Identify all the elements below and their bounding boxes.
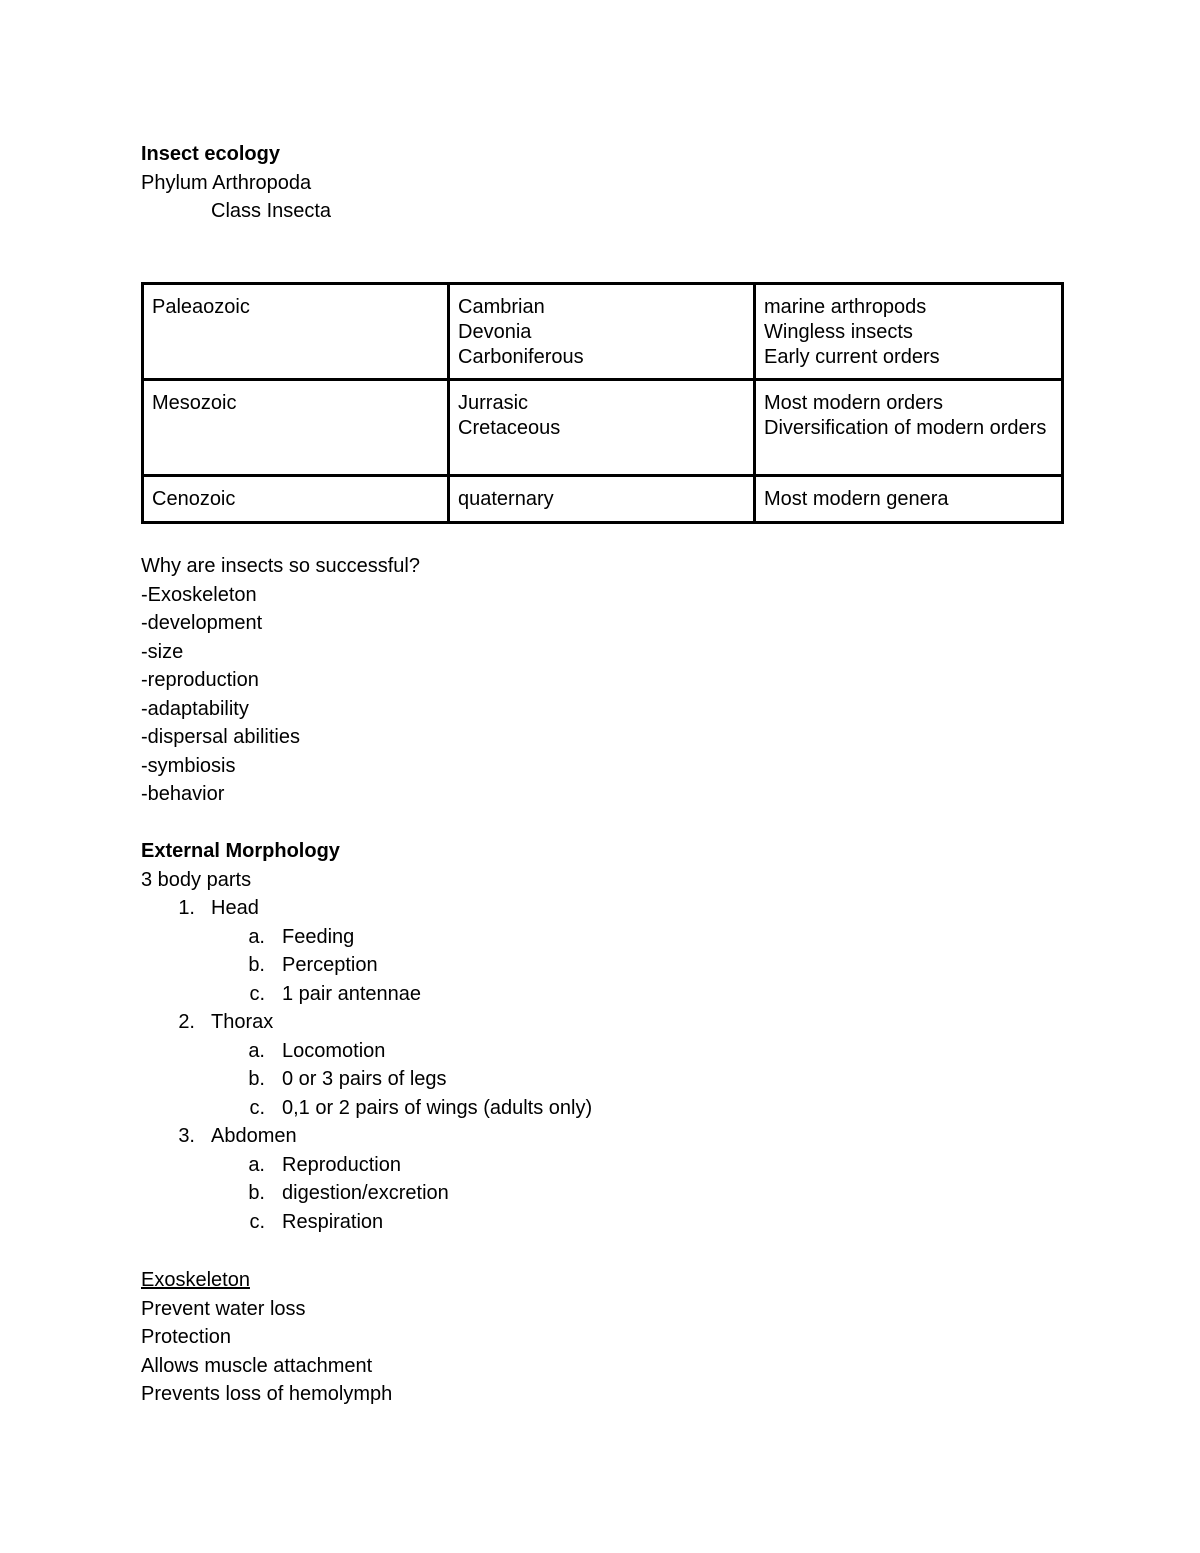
- table-row: [143, 380, 1063, 476]
- sub-item-label: Locomotion: [282, 1039, 386, 1062]
- note-label: Early current orders: [764, 346, 940, 368]
- list-item: [141, 1151, 1041, 1180]
- section-heading: External Morphology: [141, 840, 340, 862]
- list-letter: a.: [248, 925, 265, 948]
- body-part-label: Thorax: [211, 1011, 274, 1033]
- note-label: Diversification of modern orders: [764, 417, 1047, 439]
- list-letter: b.: [248, 1068, 265, 1090]
- era-label: Mesozoic: [152, 392, 237, 414]
- list-letter: b.: [248, 1182, 265, 1204]
- list-item: Prevent water loss: [141, 1297, 306, 1320]
- note-label: Wingless insects: [764, 321, 913, 343]
- body-part-label: Abdomen: [211, 1125, 297, 1147]
- list-item: -Exoskeleton: [141, 583, 257, 606]
- sub-item-label: digestion/excretion: [282, 1182, 449, 1204]
- periods-cell: [449, 380, 755, 476]
- list-item: [141, 1094, 1041, 1123]
- section-heading: Exoskeleton: [141, 1269, 250, 1291]
- period-label: quaternary: [458, 488, 554, 510]
- header-block: [141, 140, 331, 226]
- periods-cell: [449, 476, 755, 523]
- body-part-label: Head: [211, 897, 259, 919]
- era-cell: [143, 380, 449, 476]
- period-label: Devonia: [458, 321, 532, 343]
- sub-item-label: Perception: [282, 954, 378, 976]
- era-label: Paleaozoic: [152, 296, 250, 318]
- morphology-intro: 3 body parts: [141, 868, 252, 891]
- list-letter: a.: [248, 1153, 265, 1176]
- list-item: [141, 1122, 1041, 1151]
- list-item: -dispersal abilities: [141, 726, 300, 748]
- notes-cell: [755, 476, 1063, 523]
- era-cell: [143, 284, 449, 380]
- phylum-line: Phylum Arthropoda: [141, 171, 312, 194]
- table-row: [143, 284, 1063, 380]
- class-line: Class Insecta: [211, 200, 332, 222]
- list-item: [141, 1065, 1041, 1094]
- table-row: [143, 476, 1063, 523]
- sub-item-label: 0 or 3 pairs of legs: [282, 1068, 447, 1090]
- list-item: [141, 951, 1041, 980]
- list-number: 3.: [178, 1125, 195, 1147]
- morphology-section: [141, 837, 1041, 1236]
- notes-cell: [755, 380, 1063, 476]
- era-label: Cenozoic: [152, 488, 236, 510]
- list-number: 1.: [178, 897, 195, 919]
- list-item: -size: [141, 640, 184, 663]
- geologic-eras-table: [141, 282, 1064, 524]
- document-title: Insect ecology: [141, 143, 280, 165]
- period-label: Cambrian: [458, 296, 545, 318]
- exoskeleton-section: [141, 1266, 392, 1409]
- list-letter: b.: [248, 954, 265, 976]
- list-letter: c.: [249, 982, 265, 1005]
- list-letter: c.: [249, 1096, 265, 1119]
- success-section: [141, 552, 420, 809]
- period-label: Cretaceous: [458, 417, 561, 439]
- list-item: [141, 923, 1041, 952]
- list-item: Protection: [141, 1326, 232, 1348]
- sub-item-label: Respiration: [282, 1210, 384, 1233]
- success-question: Why are insects so successful?: [141, 555, 420, 577]
- list-item: -development: [141, 612, 263, 634]
- note-label: marine arthropods: [764, 296, 927, 318]
- list-item: Prevents loss of hemolymph: [141, 1383, 393, 1405]
- list-number: 2.: [178, 1011, 195, 1033]
- notes-cell: [755, 284, 1063, 380]
- list-item: [141, 894, 1041, 923]
- list-item: Allows muscle attachment: [141, 1354, 373, 1377]
- sub-item-label: Reproduction: [282, 1153, 401, 1176]
- sub-item-label: Feeding: [282, 925, 355, 948]
- sub-item-label: 0,1 or 2 pairs of wings (adults only): [282, 1096, 593, 1119]
- periods-cell: [449, 284, 755, 380]
- list-item: -reproduction: [141, 669, 259, 691]
- list-item: -adaptability: [141, 697, 249, 720]
- list-item: [141, 1179, 1041, 1208]
- period-label: Carboniferous: [458, 346, 584, 368]
- sub-item-label: 1 pair antennae: [282, 982, 422, 1005]
- list-letter: a.: [248, 1039, 265, 1062]
- list-item: [141, 1037, 1041, 1066]
- era-cell: [143, 476, 449, 523]
- period-label: Jurrasic: [458, 392, 529, 414]
- note-label: Most modern genera: [764, 488, 949, 510]
- list-item: [141, 980, 1041, 1009]
- list-item: [141, 1208, 1041, 1237]
- list-item: -symbiosis: [141, 754, 236, 777]
- list-letter: c.: [249, 1210, 265, 1233]
- list-item: [141, 1008, 1041, 1037]
- note-label: Most modern orders: [764, 392, 943, 414]
- list-item: -behavior: [141, 783, 225, 805]
